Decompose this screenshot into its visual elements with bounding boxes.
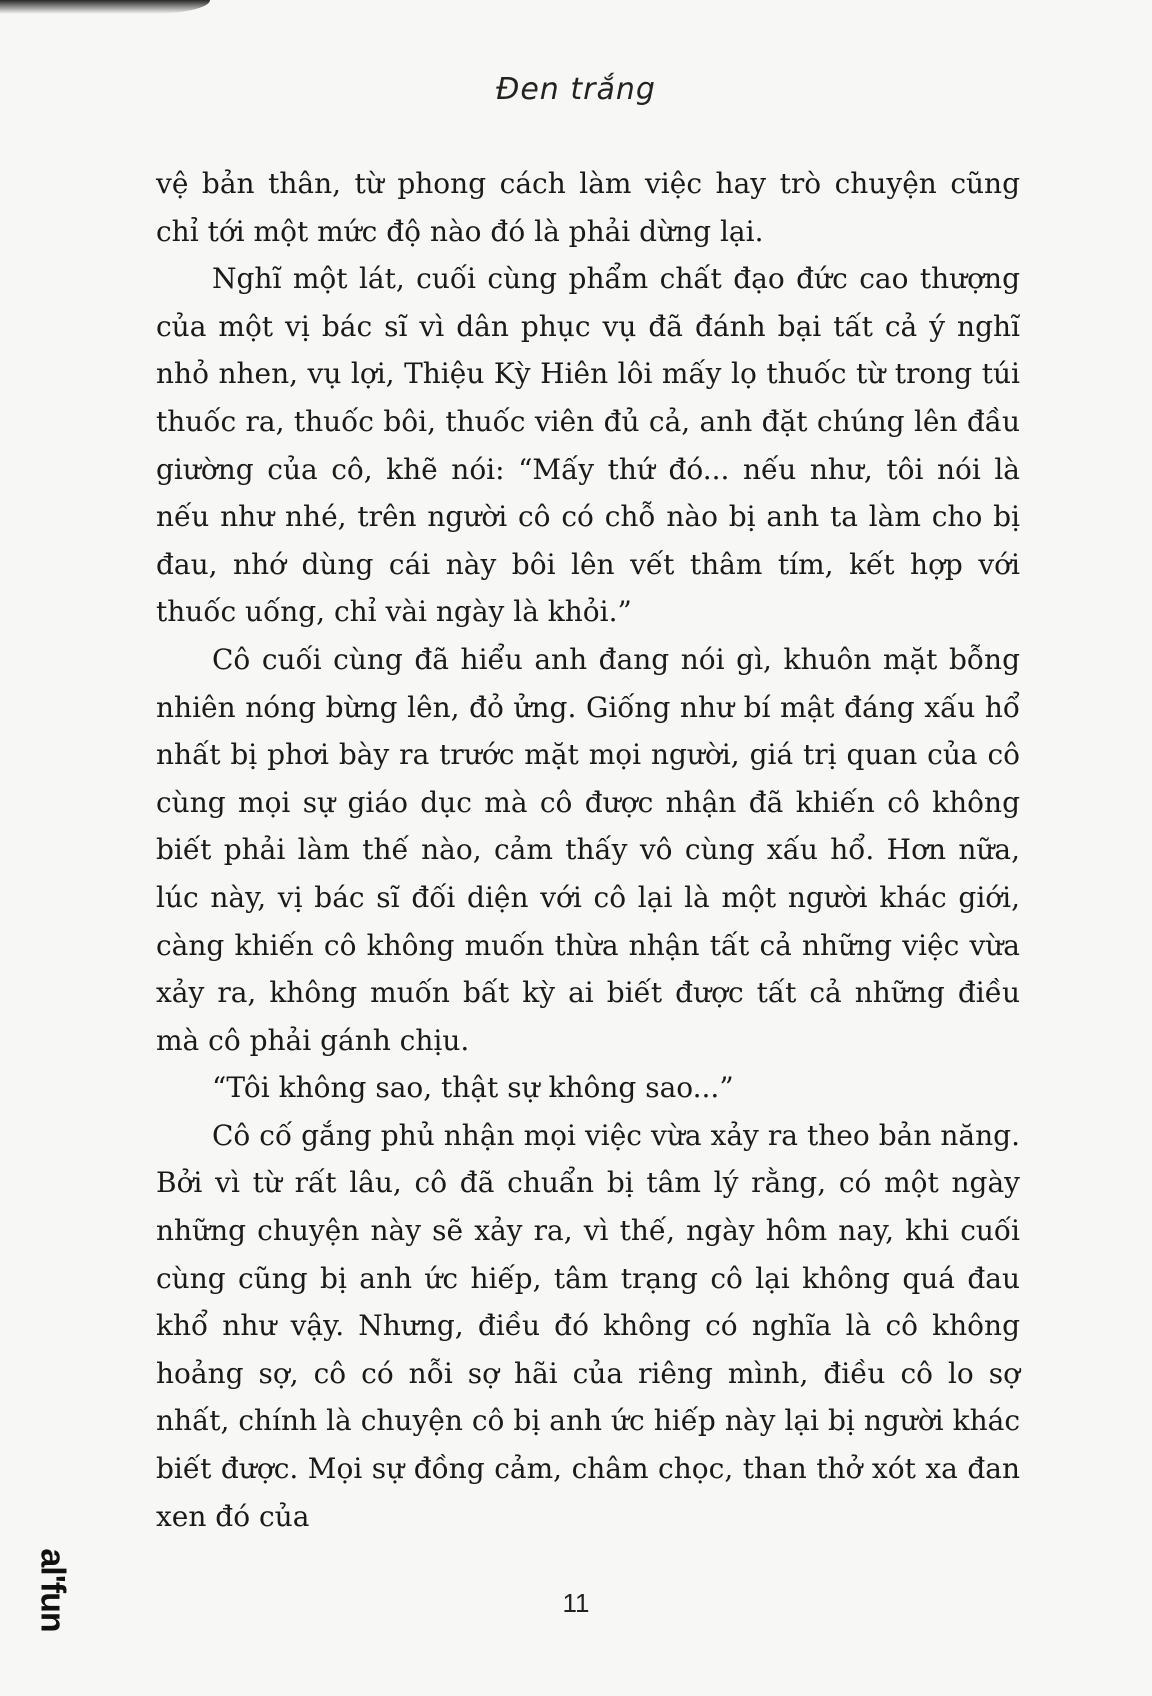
page-edge-shadow [0,0,210,14]
paragraph-2: Nghĩ một lát, cuối cùng phẩm chất đạo đức cao thượng của một vị bác sĩ vì dân phục vụ đã đánh bại tất cả ý nghĩ nhỏ nhen, vụ lợi, Thiệu Kỳ Hiên lôi mấy lọ thuốc từ trong túi thuốc ra, thuốc bôi, thuốc viên đủ cả, anh đặt chúng lên đầu giường của cô, khẽ nói: “Mấy thứ đó... nếu như, tôi nói là nếu như nhé, trên người cô có chỗ nào bị anh ta làm cho bị đau, nhớ dùng cái này bôi lên vết thâm tím, kết hợp với thuốc uống, chỉ vài ngày là khỏi.” [156,262,1020,629]
paragraph-1: vệ bản thân, từ phong cách làm việc hay trò chuyện cũng chỉ tới một mức độ nào đó là phải dừng lại. [156,167,1020,248]
paragraph-4: “Tôi không sao, thật sự không sao...” [212,1071,734,1105]
page-number: 11 [562,1588,590,1618]
running-head: Đen trắng [496,72,656,107]
publisher-logo-text: al'fun [33,1548,72,1632]
paragraph-3: Cô cuối cùng đã hiểu anh đang nói gì, khuôn mặt bỗng nhiên nóng bừng lên, đỏ ửng. Giống như bí mật đáng xấu hổ nhất bị phơi bày ra trước mặt mọi người, giá trị quan của cô cùng mọi sự giáo dục mà cô được nhận đã khiến cô không biết phải làm thế nào, cảm thấy vô cùng xấu hổ. Hơn nữa, lúc này, vị bác sĩ đối diện với cô lại là một người khác giới, càng khiến cô không muốn thừa nhận tất cả những việc vừa xảy ra, không muốn bất kỳ ai biết được tất cả những điều mà cô phải gánh chịu. [156,642,1020,1057]
paragraph-5: Cô cố gắng phủ nhận mọi việc vừa xảy ra theo bản năng. Bởi vì từ rất lâu, cô đã chuẩn bị tâm lý rằng, có một ngày những chuyện này sẽ xảy ra, vì thế, ngày hôm nay, khi cuối cùng cũng bị anh ức hiếp, tâm trạng cô lại không quá đau khổ như vậy. Nhưng, điều đó không có nghĩa là cô không hoảng sợ, cô có nỗi sợ hãi của riêng mình, điều cô lo sợ nhất, chính là chuyện cô bị anh ức hiếp này lại bị người khác biết được. Mọi sự đồng cảm, châm chọc, than thở xót xa đan xen đó của [156,1118,1020,1533]
body-text [156,160,1020,1540]
